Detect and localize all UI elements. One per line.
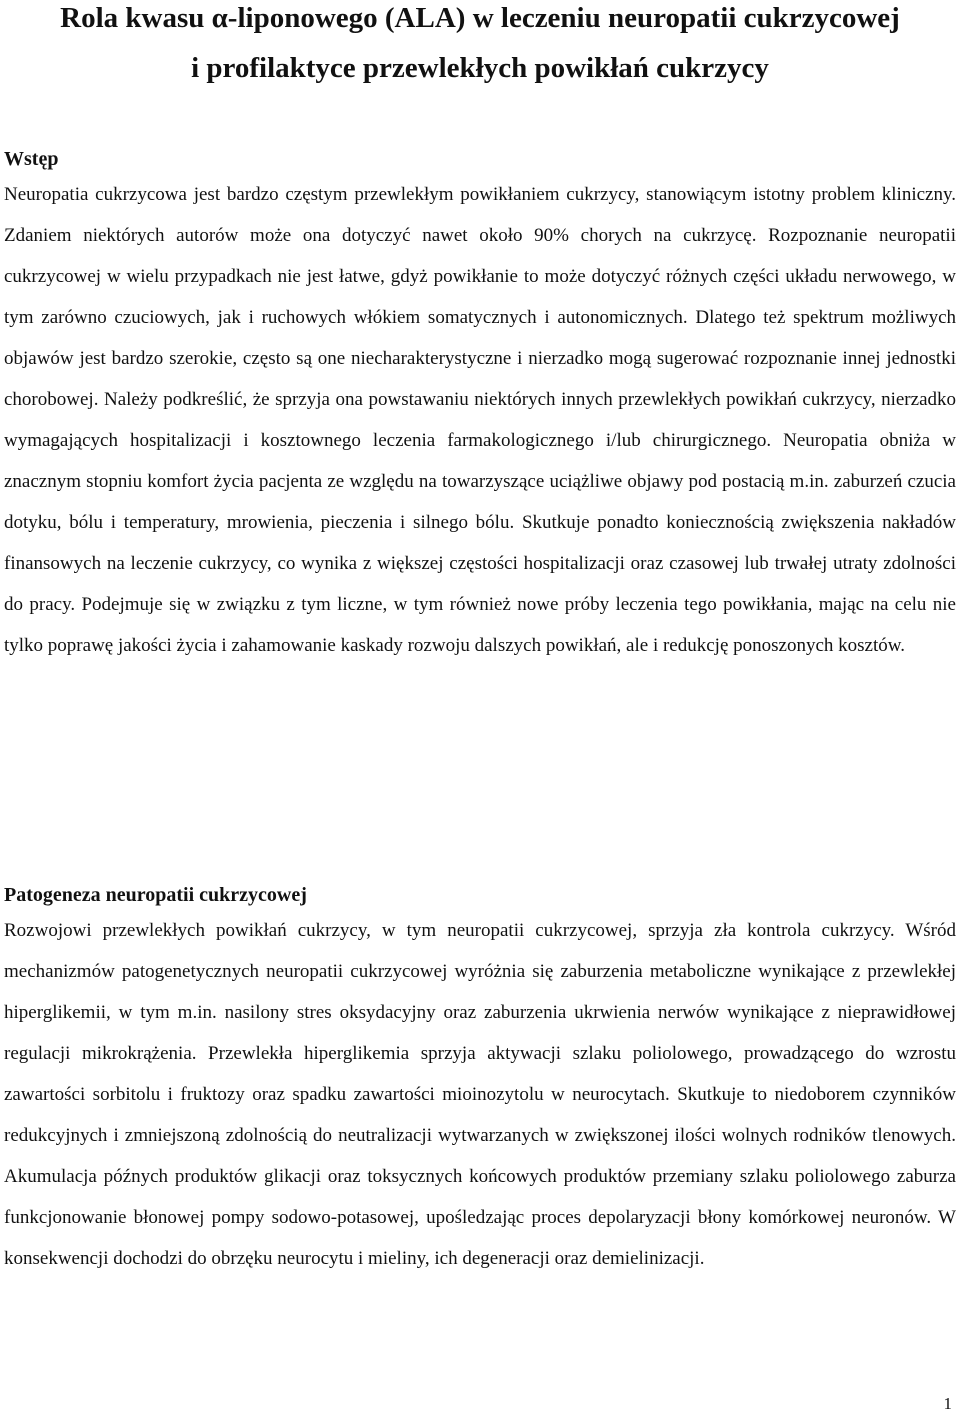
title-line-2: i profilaktyce przewlekłych powikłań cukrzycy	[191, 52, 769, 84]
document-title	[0, 0, 960, 86]
section-wstep	[4, 144, 956, 666]
section-heading-patogeneza: Patogeneza neuropatii cukrzycowej	[4, 884, 307, 906]
title-line-1: Rola kwasu α-liponowego (ALA) w leczeniu neuropatii cukrzycowej	[60, 2, 900, 34]
paragraph-patogeneza: Rozwojowi przewlekłych powikłań cukrzycy, w tym neuropatii cukrzycowej, sprzyja zła kontrola cukrzycy. Wśród mechanizmów patogenetycznych neuropatii cukrzycowej wyróżnia się zaburzenia metaboliczne wynikające z przewlekłej hiperglikemii, w tym m.in. nasilony stres oksydacyjny oraz zaburzenia ukrwienia nerwów wynikające z nieprawidłowej regulacji mikrokrążenia. Przewlekła hiperglikemia sprzyja aktywacji szlaku poliolowego, prowadzącego do wzrostu zawartości sorbitolu i fruktozy oraz spadku zawartości mioinozytolu w neurocytach. Skutkuje to niedoborem czynników redukcyjnych i zmniejszoną zdolnością do neutralizacji wytwarzanych w zwiększonej ilości wolnych rodników tlenowych. Akumulacja późnych produktów glikacji oraz toksycznych końcowych produktów przemiany szlaku poliolowego zaburza funkcjonowanie błonowej pompy sodowo-potasowej, upośledzając proces depolaryzacji błony komórkowej neuronów. W konsekwencji dochodzi do obrzęku neurocytu i mieliny, ich degeneracji oraz demielinizacji.	[4, 920, 956, 1269]
section-patogeneza	[4, 880, 956, 1279]
section-heading-wstep: Wstęp	[4, 148, 59, 170]
page-number: 1	[943, 1394, 952, 1413]
paragraph-wstep: Neuropatia cukrzycowa jest bardzo częstym przewlekłym powikłaniem cukrzycy, stanowiącym istotny problem kliniczny. Zdaniem niektórych autorów może ona dotyczyć nawet około 90% chorych na cukrzycę. Rozpoznanie neuropatii cukrzycowej w wielu przypadkach nie jest łatwe, gdyż powikłanie to może dotyczyć różnych części układu nerwowego, w tym zarówno czuciowych, jak i ruchowych włókiem somatycznych i autonomicznych. Dlatego też spektrum możliwych objawów jest bardzo szerokie, często są one niecharakterystyczne i nierzadko mogą sugerować rozpoznanie innej jednostki chorobowej. Należy podkreślić, że sprzyja ona powstawaniu niektórych innych przewlekłych powikłań cukrzycy, nierzadko wymagających hospitalizacji i kosztownego leczenia farmakologicznego i/lub chirurgicznego. Neuropatia obniża w znacznym stopniu komfort życia pacjenta ze względu na towarzyszące uciążliwe objawy pod postacią m.in. zaburzeń czucia dotyku, bólu i temperatury, mrowienia, pieczenia i silnego bólu. Skutkuje ponadto koniecznością zwiększenia nakładów finansowych na leczenie cukrzycy, co wynika z większej częstości hospitalizacji oraz czasowej lub trwałej utraty zdolności do pracy. Podejmuje się w związku z tym liczne, w tym również nowe próby leczenia tego powikłania, mając na celu nie tylko poprawę jakości życia i zahamowanie kaskady rozwoju dalszych powikłań, ale i redukcję ponoszonych kosztów.	[4, 184, 956, 656]
